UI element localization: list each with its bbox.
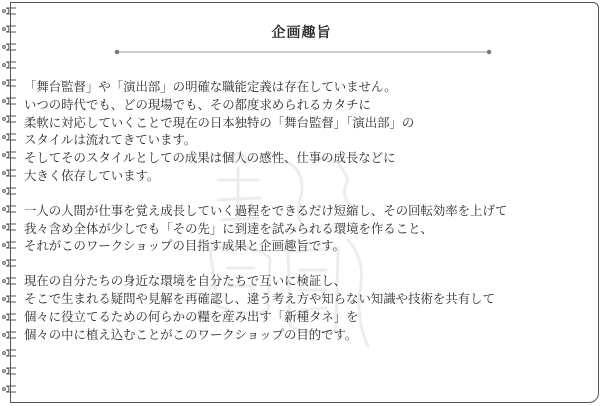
binding-ring-icon [3,332,16,338]
text-line: スタイルは流れてきています。 [24,132,197,148]
page-title: 企画趣旨 [271,25,332,41]
text-line: 大きく依存しています。 [24,167,160,183]
text-line: 個々に役立てるための何らかの糧を産み出す「新種タネ」を [24,308,359,324]
divider-dot-icon [115,50,119,54]
text-line: いつの時代でも、どの現場でも、その都度求められるカタチに [24,96,371,112]
binding-ring-icon [3,350,16,356]
binding-ring-icon [3,278,16,284]
title-divider [114,48,492,56]
binding-ring-icon [3,8,16,14]
binding-ring-icon [3,116,16,122]
spiral-binding [0,0,18,406]
paragraph [24,272,596,343]
text-line: 一人の人間が仕事を覚え成長していく過程をできるだけ短縮し、その回転効率を上げて [24,202,508,218]
binding-ring-icon [3,62,16,68]
text-line: 柔軟に対応していくことで現在の日本独特の「舞台監督」「演出部」の [24,114,415,130]
binding-ring-icon [3,98,16,104]
binding-ring-icon [3,44,16,50]
text-line: そしてそのスタイルとしての成果は個人の感性、仕事の成長などに [24,150,396,166]
text-line: それがこのワークショップの目指す成果と企画趣旨です。 [24,238,345,254]
binding-ring-icon [3,206,16,212]
binding-ring-icon [3,386,16,392]
paragraph [24,202,596,255]
binding-ring-icon [3,260,16,266]
binding-ring-icon [3,80,16,86]
body-text [24,78,596,360]
text-line: 現在の自分たちの身近な環境を自分たちで互いに検証し、 [24,273,347,289]
binding-ring-icon [3,224,16,230]
paragraph [24,78,596,185]
binding-ring-icon [3,152,16,158]
binding-ring-icon [3,134,16,140]
binding-ring-icon [3,188,16,194]
text-line: 個々の中に植え込むことがこのワークショップの目的です。 [24,326,358,342]
binding-ring-icon [3,368,16,374]
binding-ring-icon [3,170,16,176]
binding-ring-icon [3,242,16,248]
divider-dot-icon [487,50,491,54]
text-line: 我々含め全体が少しでも「その先」に到達を試みられる環境を作ること、 [24,220,433,236]
text-line: そこで生まれる疑問や見解を再確認し、違う考え方や知らない知識や技術を共有して [24,290,495,306]
binding-ring-icon [3,314,16,320]
binding-ring-icon [3,296,16,302]
text-line: 「舞台監督」や「演出部」の明確な職能定義は存在していません。 [24,79,397,94]
